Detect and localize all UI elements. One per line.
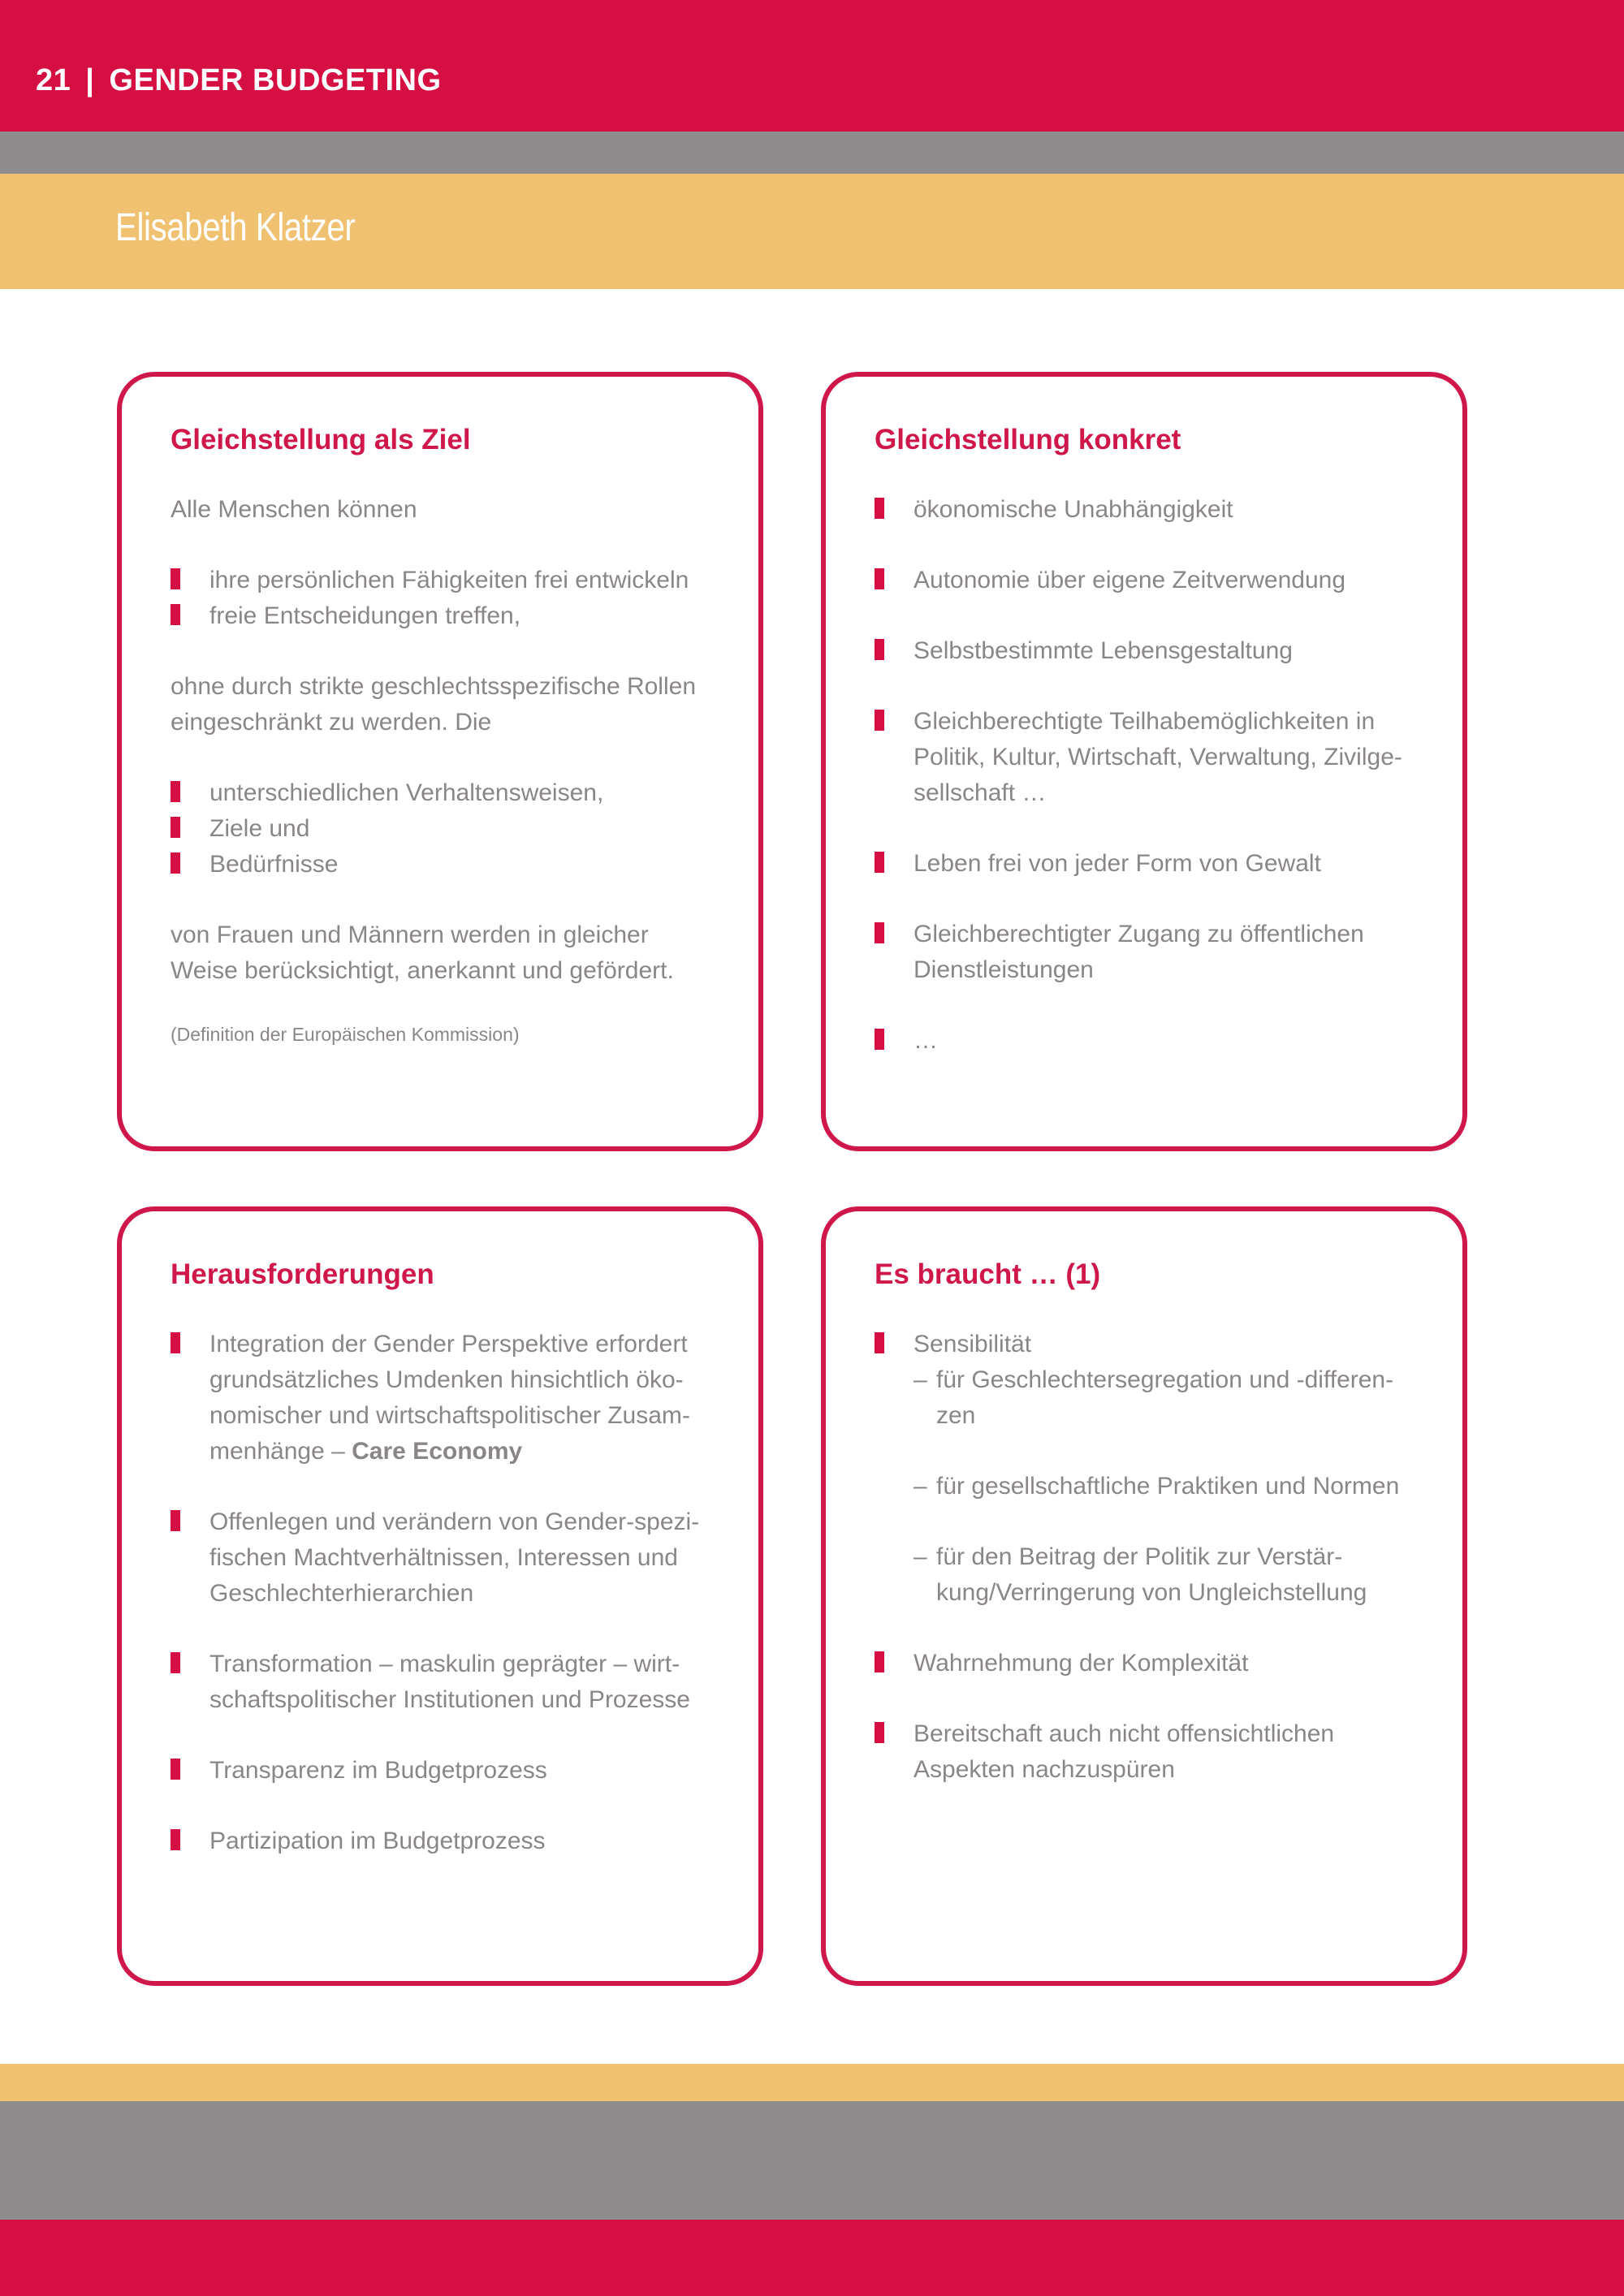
card-title: Es braucht … (1)	[875, 1258, 1101, 1290]
card-intro: Alle Menschen können	[171, 496, 417, 523]
header-separator: |	[85, 63, 95, 97]
list-item: unterschiedlichen Verhaltensweisen,	[171, 775, 710, 811]
header-band-grey	[0, 132, 1624, 174]
card-es-braucht	[821, 1206, 1467, 1986]
card-herausforderungen	[117, 1206, 763, 1986]
card-title: Gleichstellung als Ziel	[171, 424, 471, 455]
list-item: Gleichberechtigter Zugang zu öffentlichen Dienstleistungen	[875, 917, 1414, 988]
list-item	[171, 1327, 710, 1470]
list-item: Leben frei von jeder Form von Gewalt	[875, 846, 1414, 882]
sub-list-item: – für Geschlechtersegregation und -differen-zen	[914, 1362, 1414, 1434]
list-item: Bedürfnisse	[171, 847, 710, 883]
list-item: Offenlegen und verändern von Gender-spezi-fischen Machtverhältnissen, Interessen und Geschlechterhierarchien	[171, 1504, 710, 1612]
sub-list-item: – für gesellschaftliche Praktiken und Normen	[914, 1469, 1414, 1504]
card-paragraph: ohne durch strikte geschlechtsspezifische Rollen eingeschränkt zu werden. Die	[171, 673, 697, 736]
list-item: Transformation – maskulin geprägter – wirt-schaftspolitischer Institutionen und Prozesse	[171, 1646, 710, 1718]
list-item: Transparenz im Budgetprozess	[171, 1753, 710, 1789]
list-item-text: Sensibilität	[914, 1331, 1032, 1357]
footer-band-red	[0, 2220, 1624, 2296]
list-item	[875, 1327, 1414, 1611]
bullet-list	[875, 1327, 1414, 1788]
sub-list	[914, 1362, 1414, 1611]
sub-list-item: – für den Beitrag der Politik zur Verstär-kung/Verringerung von Ungleichstellung	[914, 1539, 1414, 1611]
list-item: Ziele und	[171, 811, 710, 847]
author-name: Elisabeth Klatzer	[115, 206, 356, 249]
list-item: freie Entscheidungen treffen,	[171, 598, 710, 634]
list-item: Bereitschaft auch nicht offensichtlichen Aspekten nachzuspüren	[875, 1716, 1414, 1788]
bullet-list	[171, 1327, 710, 1859]
card-gleichstellung-als-ziel	[117, 372, 763, 1151]
list-item: …	[875, 1023, 1414, 1059]
list-item-text: Integration der Gender Perspektive erfordert grundsätzliches Umdenken hinsichtlich öko-nomischer und wirtschaftspolitischer Zusam-menhänge –	[209, 1331, 690, 1465]
card-title: Gleichstellung konkret	[875, 424, 1181, 455]
card-gleichstellung-konkret	[821, 372, 1467, 1151]
list-item: Gleichberechtigte Teilhabemöglichkeiten in Politik, Kultur, Wirtschaft, Verwaltung, Zivilge-sellschaft …	[875, 704, 1414, 811]
page-number: 21	[36, 63, 71, 97]
source-note: (Definition der Europäischen Kommission)	[171, 1024, 520, 1045]
card-title: Herausforderungen	[171, 1258, 434, 1290]
footer-band-yellow	[0, 2064, 1624, 2101]
list-item: Selbstbestimmte Lebensgestaltung	[875, 633, 1414, 669]
bullet-list	[171, 563, 710, 634]
list-item: ökonomische Unabhängigkeit	[875, 492, 1414, 528]
bullet-list	[875, 492, 1414, 1059]
list-item: Autonomie über eigene Zeitverwendung	[875, 563, 1414, 598]
document-title: GENDER BUDGETING	[109, 63, 442, 97]
list-item: ihre persönlichen Fähigkeiten frei entwickeln	[171, 563, 710, 598]
page-header	[36, 63, 442, 98]
list-item: Wahrnehmung der Komplexität	[875, 1646, 1414, 1681]
list-item: Partizipation im Budgetprozess	[171, 1823, 710, 1859]
card-paragraph: von Frauen und Männern werden in gleicher Weise berücksichtigt, anerkannt und gefördert.	[171, 921, 674, 984]
bullet-list	[171, 775, 710, 883]
footer-band-grey	[0, 2101, 1624, 2220]
emphasis-care-economy: Care Economy	[352, 1438, 523, 1465]
